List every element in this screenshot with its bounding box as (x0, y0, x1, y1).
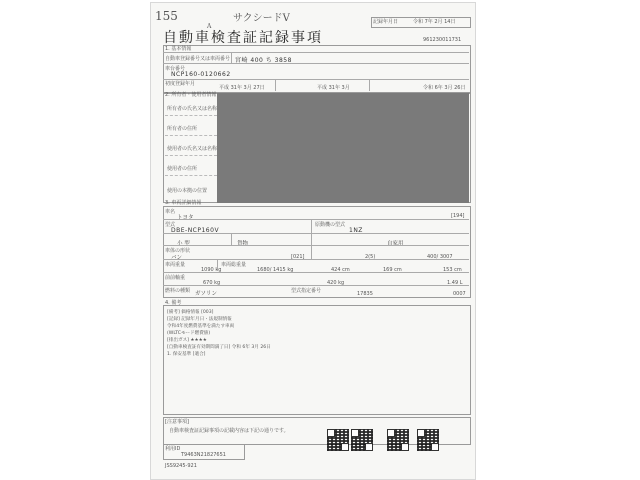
rear-axle-value: 420 kg (327, 280, 345, 286)
redacted-owner-block (217, 93, 469, 203)
date-label: 記録年月日 (373, 19, 399, 25)
vin-value: NCP160-0120662 (171, 71, 231, 78)
model-value: DBE-NCP160V (171, 227, 220, 234)
owner-address-label: 所有者の住所 (167, 126, 198, 132)
category-value: 0007 (453, 291, 466, 297)
shape-value: バン (171, 255, 183, 261)
use-value: 貨物 (237, 241, 249, 247)
fuel-label: 燃料の種類 (165, 288, 191, 294)
base-location-label: 使用の本拠の位置 (167, 188, 208, 194)
secondary-date-value: 平成 31年 3月 (317, 85, 350, 91)
shape-label: 車体の形状 (165, 248, 191, 254)
notes-label: [注意事項] (165, 419, 189, 425)
section-3-heading: 3. 車両詳細情報 (165, 200, 202, 206)
weight-label: 車両重量 (165, 262, 186, 268)
remark-line: [備考] 価格情報 [003] (167, 310, 214, 315)
user-name-label: 使用者の氏名又は名称 (167, 146, 218, 152)
weight-value: 1090 kg (201, 267, 222, 273)
model-label: 型式 (165, 222, 176, 228)
registration-value: 宮崎 400 ち 3858 (235, 57, 292, 64)
remark-line: 1. 保安基準 [適合] (167, 352, 206, 357)
qr-code (327, 429, 349, 451)
gross-weight-value: 1680/ 1415 kg (257, 267, 294, 273)
handwritten-note: サクシードV (233, 13, 290, 24)
notes-text: 自動車検査証記録事項の記載内容は下記の通りです。 (169, 428, 289, 434)
user-id-value: T9463N21827651 (181, 452, 226, 458)
section-1-heading: 1. 基本情報 (165, 46, 192, 52)
section-2-heading: 2. 所有者・使用者情報 (165, 92, 217, 98)
qr-code (417, 429, 439, 451)
length-value: 424 cm (331, 267, 350, 273)
remark-line: (WLTCモード燃費値) (167, 331, 211, 336)
front-axle-value: 670 kg (203, 280, 221, 286)
document-number: 961230011731 (423, 37, 462, 43)
owner-name-label: 所有者の氏名又は名称 (167, 106, 218, 112)
width-value: 169 cm (383, 267, 402, 273)
fuel-value: ガソリン (195, 291, 218, 297)
remark-line: [自動車検査証有効期間満了日] 令和 6年 3月 26日 (167, 345, 271, 350)
handwritten-mark: A (207, 23, 212, 30)
shape-code: [021] (291, 254, 305, 260)
front-axle-label: 前前軸重 (165, 275, 186, 281)
bottom-code: JSS9245-921 (165, 463, 197, 469)
max-load-value: 400/ 3007 (427, 254, 453, 260)
class-value: 小 型 (177, 241, 190, 247)
remark-line: 令和4年度燃費基準を満たす車両 (167, 324, 235, 329)
document-title: 自動車検査証記録事項 (163, 30, 323, 46)
user-id-label: 利用ID (165, 446, 181, 452)
remark-line: [記録] 記録年月日・法規制情報 (167, 317, 232, 322)
purpose-value: 自家用 (387, 241, 404, 247)
first-registration-label: 初度登録年月 (165, 81, 196, 87)
engine-label: 原動機の型式 (315, 222, 346, 228)
maker-value: トヨタ (177, 215, 194, 221)
user-address-label: 使用者の住所 (167, 166, 198, 172)
maker-code: [194] (451, 213, 465, 219)
remark-line: [排出ガス] ★★★★ (167, 338, 207, 343)
first-registration-value: 平成 31年 3月 27日 (219, 85, 265, 91)
section-4-heading: 4. 備考 (165, 300, 182, 306)
handwritten-number: 155 (155, 9, 178, 23)
gross-weight-label: 車両総重量 (221, 262, 247, 268)
qr-code (387, 429, 409, 451)
displacement-value: 1.49 L (447, 280, 463, 286)
qr-code (351, 429, 373, 451)
registration-label: 自動車登録番号又は車両番号 (165, 56, 231, 62)
height-value: 153 cm (443, 267, 462, 273)
document-page (150, 2, 476, 480)
expiry-value: 令和 6年 3月 26日 (423, 85, 466, 91)
engine-value: 1NZ (349, 227, 363, 234)
capacity-value: 2(5) (365, 254, 376, 260)
vin-label: 車台番号 (165, 66, 186, 72)
type-number-value: 17835 (357, 291, 373, 297)
maker-label: 車名 (165, 209, 176, 215)
date-value: 令和 7年 2月 14日 (413, 19, 456, 25)
type-number-label: 型式指定番号 (291, 288, 322, 294)
